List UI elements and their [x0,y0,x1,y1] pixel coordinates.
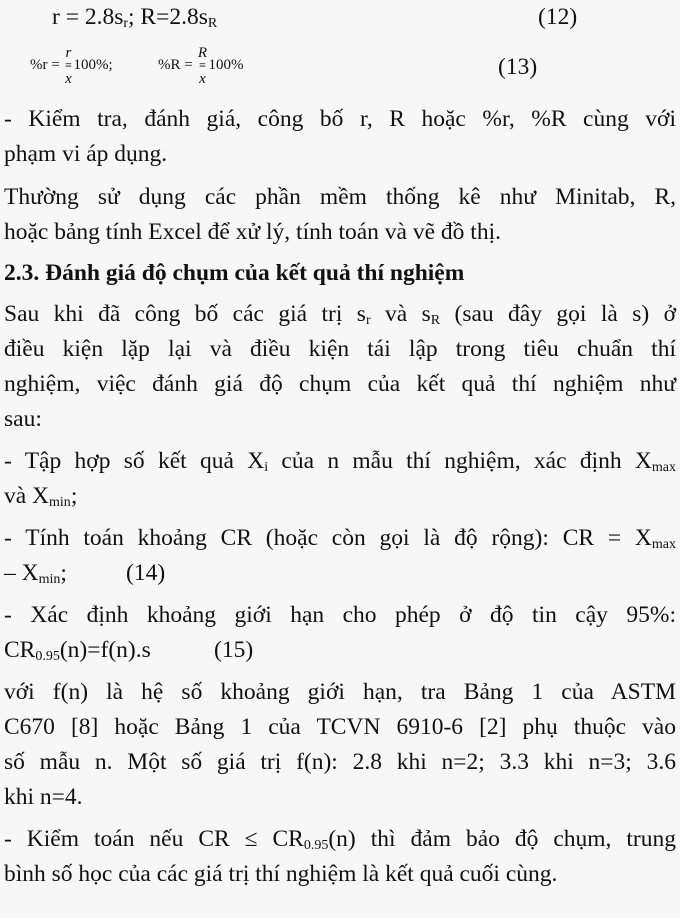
paragraph-line: phạm vi áp dụng. [4,141,168,167]
document-page: $r = 2.8s_r$; $R=2.8s_R$ (12) %r = r ≡ x 100%; %R = R ≡ x 100% (13) - Kiểm tra, đánh giá, công bố r, R hoặc %r, %R cùng với phạm vi áp dụng. Thường sử dụng các phần mềm thống kê như Minitab, R, hoặc bảng tính Excel để xử lý, tính toán và vẽ đồ thị. 2.3. Đánh giá độ chụm của kết quả thí nghiệm Sau khi đã công bố các giá trị $s_r$ và $s_R$ (sau đây gọi là s) ở điều kiện lặp lại và điều kiện tái lập trong tiêu chuẩn thí nghiệm, việc đánh giá độ chụm của kết quả thí nghiệm như sau: - Tập hợp số kết quả $X_i$ của n mẫu thí nghiệm, xác định $X_{max}$ và $X_{min}$; - Tính toán khoảng CR (hoặc còn gọi là độ rộng): CR = $X_{max}$ – $X_{min}$; (14) - Xác định khoảng giới hạn cho phép ở độ tin cậy 95%: $CR_{0.95}(n)=f(n).s$ (15) với f(n) là hệ số khoảng giới hạn, tra Bảng 1 của ASTM C670 [8] hoặc Bảng 1 của TCVN 6910-6 [2] phụ thuộc vào số mẫu n. Một số giá trị f(n): 2.8 khi n=2; 3.3 khi n=3; 3.6 khi n=4. - Kiểm toán nếu CR ≤ $CR_{0.95}(n)$ thì đảm bảo độ chụm, trung bình số học của các giá trị thí nghiệm là kết quả cuối cùng. [4,4,677,887]
paragraph-line: C670 [8] hoặc Bảng 1 của TCVN 6910-6 [2] phụ thuộc vào [4,714,676,740]
paragraph-line: - Tính toán khoảng CR (hoặc còn gọi là độ rộng): CR = $X_{max}$ [4,525,676,552]
paragraph-line: số mẫu n. Một số giá trị f(n): 2.8 khi n=2; 3.3 khi n=3; 3.6 [4,749,676,775]
paragraph-line: khi n=4. [4,784,83,810]
paragraph-line: và $X_{min}$; [4,483,78,510]
paragraph-line: nghiệm, việc đánh giá độ chụm của kết quả thí nghiệm như [4,371,676,397]
paragraph-line: với f(n) là hệ số khoảng giới hạn, tra Bảng 1 của ASTM [4,679,676,705]
section-heading: 2.3. Đánh giá độ chụm của kết quả thí nghiệm [4,260,465,286]
equation-12: $r = 2.8s_r$; $R=2.8s_R$ [52,4,218,31]
paragraph-line: – $X_{min}$; [4,560,67,587]
paragraph-line: - Kiểm tra, đánh giá, công bố r, R hoặc %r, %R cùng với [4,106,676,132]
paragraph-line: $CR_{0.95}(n)=f(n).s$ [4,637,151,664]
paragraph-line: Thường sử dụng các phần mềm thống kê như Minitab, R, [4,184,676,210]
paragraph-line: sau: [4,406,42,432]
paragraph-line: hoặc bảng tính Excel để xử lý, tính toán và vẽ đồ thị. [4,219,501,245]
equation-number-15: (15) [214,637,254,663]
paragraph-line: Sau khi đã công bố các giá trị $s_r$ và $s_R$ (sau đây gọi là s) ở [4,301,677,328]
equation-number-13: (13) [498,54,538,80]
paragraph-line: - Tập hợp số kết quả $X_i$ của n mẫu thí nghiệm, xác định $X_{max}$ [4,448,676,475]
fraction-R-over-x: R ≡ x [197,45,208,87]
paragraph-line: - Kiểm toán nếu CR ≤ $CR_{0.95}(n)$ thì đảm bảo độ chụm, trung [4,826,676,853]
paragraph-line: bình số học của các giá trị thí nghiệm là kết quả cuối cùng. [4,861,558,887]
equation-number-12: (12) [538,4,578,30]
fraction-r-over-x: r ≡ x [65,45,72,87]
paragraph-line: - Xác định khoảng giới hạn cho phép ở độ tin cậy 95%: [4,602,676,628]
equation-number-14: (14) [126,560,166,586]
paragraph-line: điều kiện lặp lại và điều kiện tái lập trong tiêu chuẩn thí [4,336,676,362]
